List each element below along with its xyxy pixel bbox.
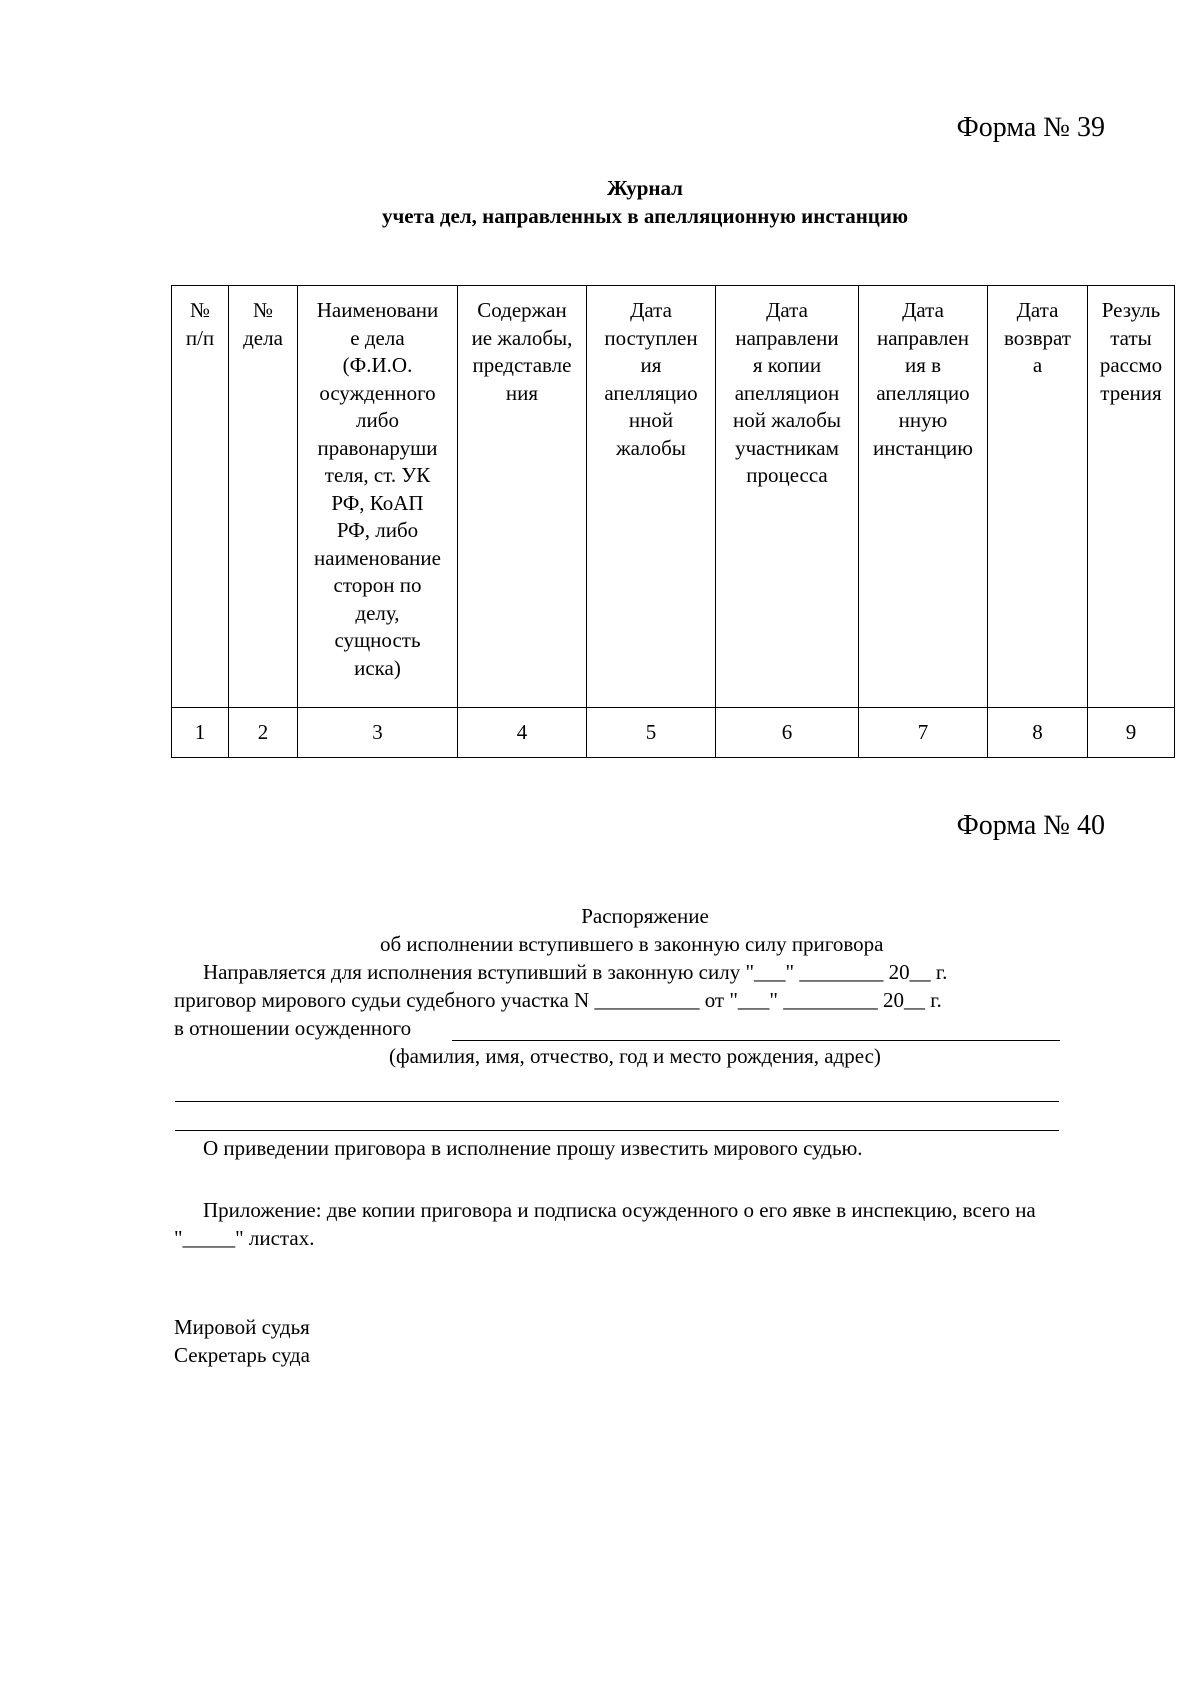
journal-subtitle: учета дел, направленных в апелляционную инстанцию bbox=[381, 204, 909, 228]
column-number: 9 bbox=[1088, 708, 1175, 758]
column-header bbox=[859, 286, 988, 708]
column-number: 6 bbox=[716, 708, 859, 758]
column-header bbox=[988, 286, 1088, 708]
table-header-row bbox=[172, 286, 1175, 708]
column-header bbox=[587, 286, 716, 708]
column-header bbox=[229, 286, 298, 708]
column-header-text: Наименовани е дела (Ф.И.О. осужденного либо правонаруши теля, ст. УК РФ, КоАП РФ, либо наименование сторон по делу, сущность иска) bbox=[314, 298, 441, 680]
column-number: 2 bbox=[229, 708, 298, 758]
blank-line bbox=[175, 1101, 1059, 1102]
column-header-text: Дата направлени я копии апелляцион ной жалобы участникам процесса bbox=[732, 298, 841, 487]
column-number-row bbox=[172, 708, 1175, 758]
column-number: 3 bbox=[298, 708, 458, 758]
blank-line bbox=[175, 1130, 1059, 1131]
convict-name-line bbox=[452, 1040, 1060, 1041]
column-header-text: № п/п bbox=[185, 298, 215, 350]
order-appendix: Приложение: две копии приговора и подписка осужденного о его явке в инспекцию, всего на bbox=[203, 1198, 1036, 1222]
column-header-text: Резуль таты рассмо трения bbox=[1099, 298, 1163, 405]
order-caption: (фамилия, имя, отчество, год и место рождения, адрес) bbox=[389, 1044, 881, 1068]
judge-signature-label: Мировой судья bbox=[174, 1315, 310, 1339]
column-header bbox=[172, 286, 229, 708]
secretary-signature-label: Секретарь суда bbox=[174, 1343, 310, 1367]
column-number: 7 bbox=[859, 708, 988, 758]
journal-table bbox=[171, 285, 1175, 758]
column-number: 8 bbox=[988, 708, 1088, 758]
order-subheading: об исполнении вступившего в законную силу приговора bbox=[380, 932, 884, 956]
order-heading: Распоряжение bbox=[581, 904, 709, 928]
column-header-text: Дата поступлен ия апелляцио нной жалобы bbox=[604, 298, 698, 460]
column-number: 4 bbox=[458, 708, 587, 758]
order-notify: О приведении приговора в исполнение прошу известить мирового судью. bbox=[203, 1136, 863, 1160]
journal-title: Журнал bbox=[607, 176, 683, 200]
order-line-3: в отношении осужденного bbox=[174, 1016, 412, 1040]
column-header bbox=[1088, 286, 1175, 708]
column-number: 5 bbox=[587, 708, 716, 758]
column-header-text: Дата возврат а bbox=[1004, 298, 1071, 377]
column-header bbox=[716, 286, 859, 708]
form-39-label: Форма № 39 bbox=[956, 112, 1105, 143]
order-line-2: приговор мирового судьи судебного участка N __________ от "___" _________ 20__ г. bbox=[174, 988, 942, 1012]
order-line-1: Направляется для исполнения вступивший в законную силу "___" ________ 20__ г. bbox=[203, 960, 948, 984]
column-header bbox=[298, 286, 458, 708]
column-number: 1 bbox=[172, 708, 229, 758]
column-header-text: № дела bbox=[243, 298, 283, 350]
order-appendix-sheets: "_____" листах. bbox=[174, 1226, 315, 1250]
column-header-text: Содержан ие жалобы, представле ния bbox=[471, 298, 573, 405]
form-40-label: Форма № 40 bbox=[956, 810, 1105, 841]
column-header bbox=[458, 286, 587, 708]
column-header-text: Дата направлен ия в апелляцио нную инстанцию bbox=[873, 298, 973, 460]
